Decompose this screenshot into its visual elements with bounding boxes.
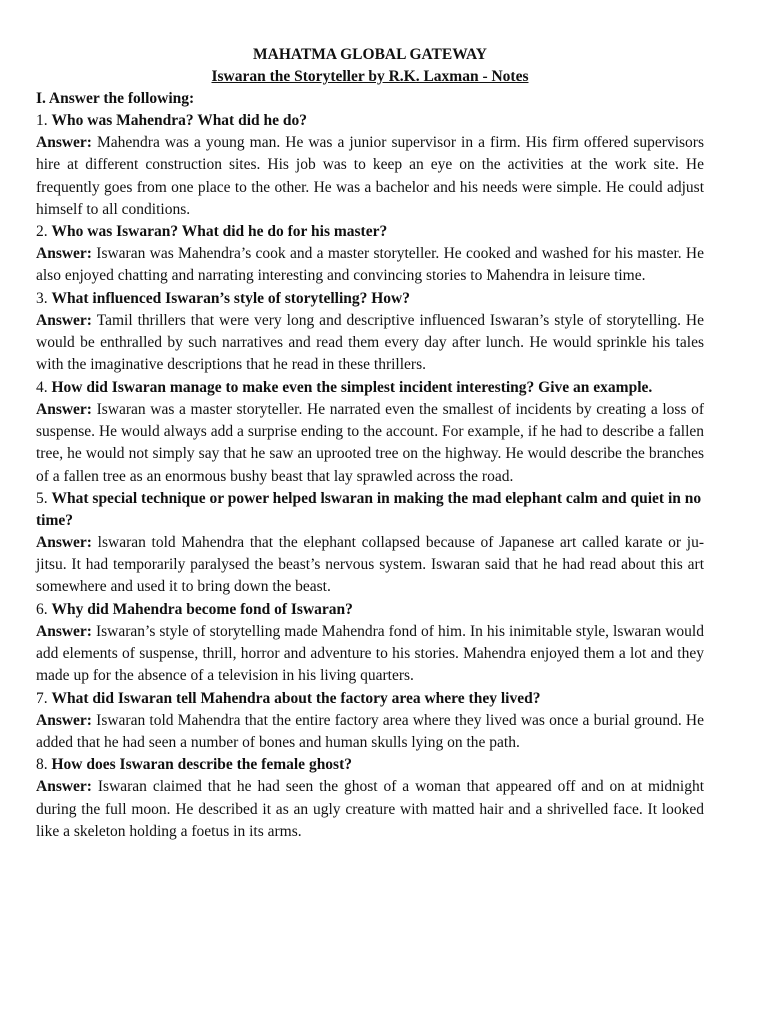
answer-label: Answer: <box>36 533 92 551</box>
answer-text: Iswaran claimed that he had seen the ghost of a woman that appeared off and on at midnight during the full moon. He described it as an ugly creature with matted hair and a shrivelled face. It looked like a skeleton holding a foetus in its arms. <box>36 778 704 840</box>
answer-3 <box>36 310 704 377</box>
question-6 <box>36 599 704 621</box>
answer-label: Answer: <box>36 311 92 329</box>
question-number: 4. <box>36 378 48 396</box>
question-text: Who was Iswaran? What did he do for his master? <box>51 223 388 241</box>
qa-item-5 <box>36 488 704 599</box>
answer-4 <box>36 399 704 488</box>
question-1 <box>36 110 704 132</box>
qa-item-1 <box>36 110 704 221</box>
question-number: 8. <box>36 756 48 774</box>
document-subtitle: Iswaran the Storyteller by R.K. Laxman - Notes <box>211 68 529 85</box>
answer-label: Answer: <box>36 400 92 418</box>
question-text: Who was Mahendra? What did he do? <box>51 112 308 129</box>
document-title: MAHATMA GLOBAL GATEWAY <box>253 46 487 63</box>
question-5 <box>36 488 704 532</box>
answer-text: Iswaran was a master storyteller. He narrated even the smallest of incidents by creating a loss of suspense. He would always add a surprise ending to the account. For example, if he had to describe a fallen tree, he would not simply say that he saw an uprooted tree on the highway. He would describe the branches of a fallen tree as an enormous bushy beast that lay sprawled across the road. <box>36 400 704 485</box>
question-text: How does Iswaran describe the female ghost? <box>51 756 353 774</box>
question-text: What influenced Iswaran’s style of storytelling? How? <box>51 289 410 307</box>
answer-label: Answer: <box>36 245 92 263</box>
answer-6 <box>36 621 704 688</box>
answer-label: Answer: <box>36 622 92 640</box>
answer-8 <box>36 776 704 843</box>
qa-item-2 <box>36 221 704 288</box>
question-3 <box>36 288 704 310</box>
section-heading: I. Answer the following: <box>36 90 195 107</box>
answer-2 <box>36 243 704 288</box>
answer-text: lswaran told Mahendra that the elephant collapsed because of Japanese art called karate or ju-jitsu. It had temporarily paralysed the beast’s nervous system. Iswaran said that he had read about this art somewhere and used it to bring down the beast. <box>36 533 704 596</box>
question-8 <box>36 754 704 776</box>
qa-item-8 <box>36 754 704 843</box>
answer-text: Mahendra was a young man. He was a junior supervisor in a firm. His firm offered supervisors hire at different construction sites. His job was to keep an eye on the activities at the work site. He frequently goes from one place to the other. He was a bachelor and his needs were simple. He could adjust himself to all conditions. <box>36 134 704 218</box>
question-7 <box>36 688 704 710</box>
answer-label: Answer: <box>36 134 92 151</box>
qa-item-7 <box>36 688 704 755</box>
question-text: Why did Mahendra become fond of Iswaran? <box>51 600 353 618</box>
question-number: 2. <box>36 223 48 241</box>
answer-5 <box>36 532 704 599</box>
question-2 <box>36 221 704 243</box>
question-text: How did Iswaran manage to make even the simplest incident interesting? Give an example. <box>51 378 653 396</box>
answer-label: Answer: <box>36 711 92 729</box>
question-4 <box>36 377 704 399</box>
question-number: 1. <box>36 112 48 129</box>
question-number: 3. <box>36 289 48 307</box>
qa-item-4 <box>36 377 704 488</box>
answer-text: Iswaran was Mahendra’s cook and a master storyteller. He cooked and washed for his master. He also enjoyed chatting and narrating interesting and convincing stories to Mahendra in leisure time. <box>36 245 705 285</box>
answer-text: Tamil thrillers that were very long and descriptive influenced Iswaran’s style of storytelling. He would be enthralled by such narratives and read them every day after lunch. He would sprinkle his tales with the imaginative descriptions that he read in these thrillers. <box>36 311 705 374</box>
answer-label: Answer: <box>36 778 92 796</box>
qa-item-6 <box>36 599 704 688</box>
question-text: What did Iswaran tell Mahendra about the factory area where they lived? <box>51 689 541 707</box>
answer-text: Iswaran’s style of storytelling made Mahendra fond of him. In his inimitable style, lswaran would add elements of suspense, thrill, horror and adventure to his stories. Mahendra enjoyed them a lot and they made up for the absence of a television in his living quarters. <box>36 622 704 685</box>
qa-item-3 <box>36 288 704 377</box>
question-number: 6. <box>36 600 48 618</box>
question-number: 5. <box>36 489 48 507</box>
question-text: What special technique or power helped lswaran in making the mad elephant calm and quiet in no time? <box>36 489 702 529</box>
answer-1 <box>36 132 704 221</box>
answer-7 <box>36 710 704 755</box>
question-number: 7. <box>36 689 48 707</box>
answer-text: Iswaran told Mahendra that the entire factory area where they lived was once a burial ground. He added that he had seen a number of bones and human skulls lying on the path. <box>36 711 704 751</box>
